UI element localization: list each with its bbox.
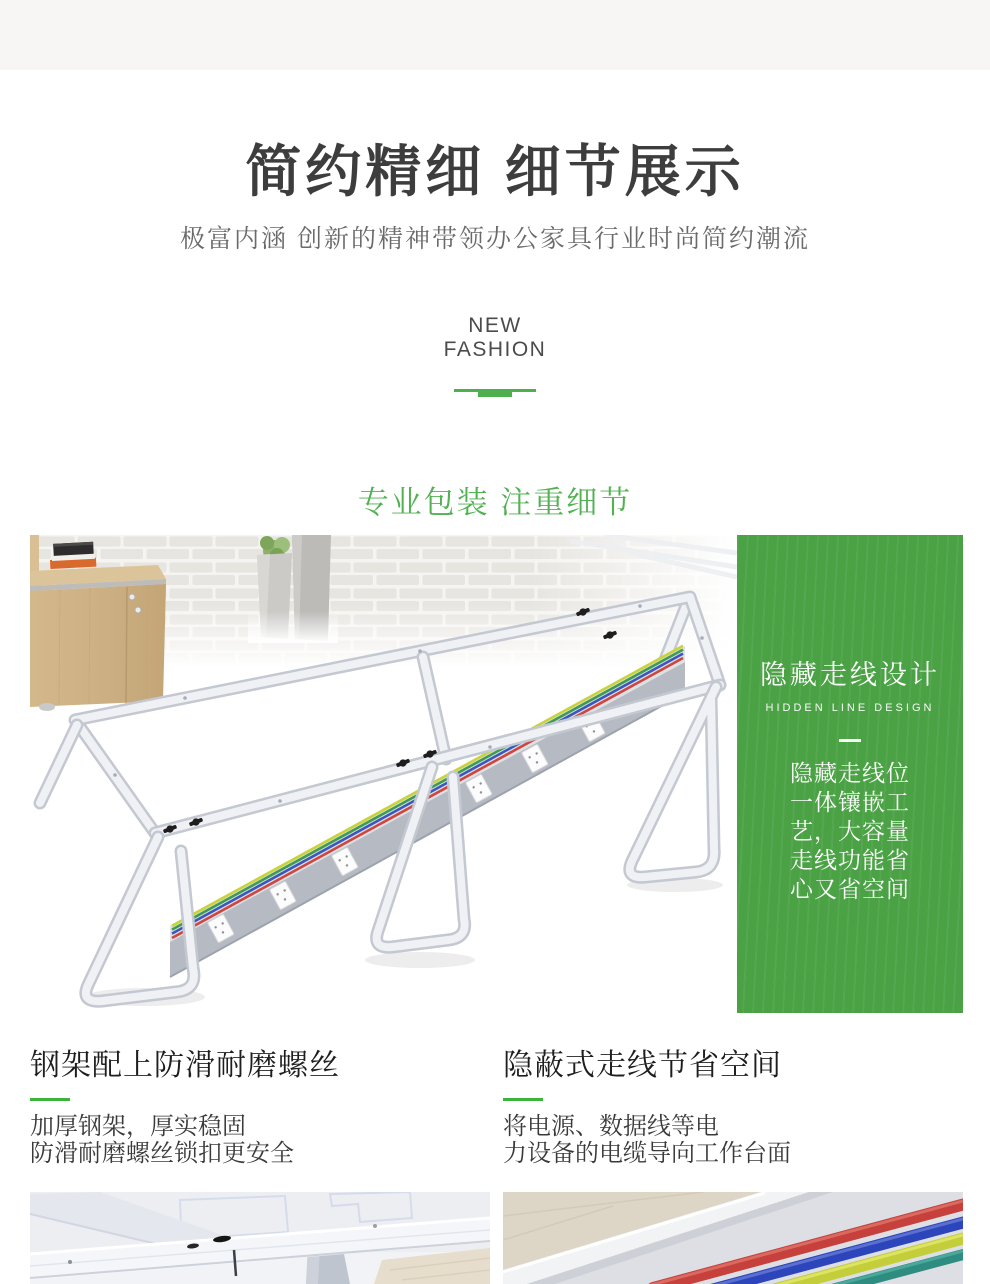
green-decor-block xyxy=(478,389,512,397)
feature-body xyxy=(503,1113,943,1167)
feature-hidden-cabling xyxy=(503,1047,943,1167)
badge-line-2: FASHION xyxy=(443,338,547,361)
badge-line-1: NEW xyxy=(468,314,522,337)
previous-section-band xyxy=(0,0,990,70)
panel-subtitle: HIDDEN LINE DESIGN xyxy=(765,702,935,714)
panel-paragraph xyxy=(737,759,963,904)
cable-closeup-photo xyxy=(503,1192,963,1284)
panel-paragraph-line: 心又省空间 xyxy=(790,876,910,902)
feature-body-line: 将电源、数据线等电 xyxy=(503,1113,719,1140)
new-fashion-badge xyxy=(0,314,990,362)
page-subtitle: 极富内涵 创新的精神带领办公家具行业时尚简约潮流 xyxy=(180,225,810,253)
feature-heading: 隐蔽式走线节省空间 xyxy=(503,1049,782,1082)
main-feature-block xyxy=(30,535,963,1013)
product-photo-art xyxy=(30,535,737,1013)
feature-body-line: 加厚钢架，厚实稳固 xyxy=(30,1113,246,1140)
panel-paragraph-line: 隐藏走线位 xyxy=(790,760,910,786)
panel-paragraph-line: 艺，大容量 xyxy=(790,818,910,844)
hidden-line-panel xyxy=(737,535,963,1013)
page-title: 简约精细 细节展示 xyxy=(245,140,745,203)
panel-title: 隐藏走线设计 xyxy=(760,660,940,690)
feature-underline xyxy=(30,1098,70,1101)
feature-body-line: 防滑耐磨螺丝锁扣更安全 xyxy=(30,1140,294,1167)
frame-joint-photo xyxy=(30,1192,490,1284)
panel-divider xyxy=(839,739,861,742)
product-photo xyxy=(30,535,737,1013)
feature-underline xyxy=(503,1098,543,1101)
feature-steel-frame xyxy=(30,1047,470,1167)
panel-paragraph-line: 一体镶嵌工 xyxy=(790,789,910,815)
section-label: 专业包装 注重细节 xyxy=(357,485,633,520)
feature-body-line: 力设备的电缆导向工作台面 xyxy=(503,1140,791,1167)
feature-body xyxy=(30,1113,470,1167)
panel-paragraph-line: 走线功能省 xyxy=(790,847,910,873)
feature-heading: 钢架配上防滑耐磨螺丝 xyxy=(30,1049,340,1082)
